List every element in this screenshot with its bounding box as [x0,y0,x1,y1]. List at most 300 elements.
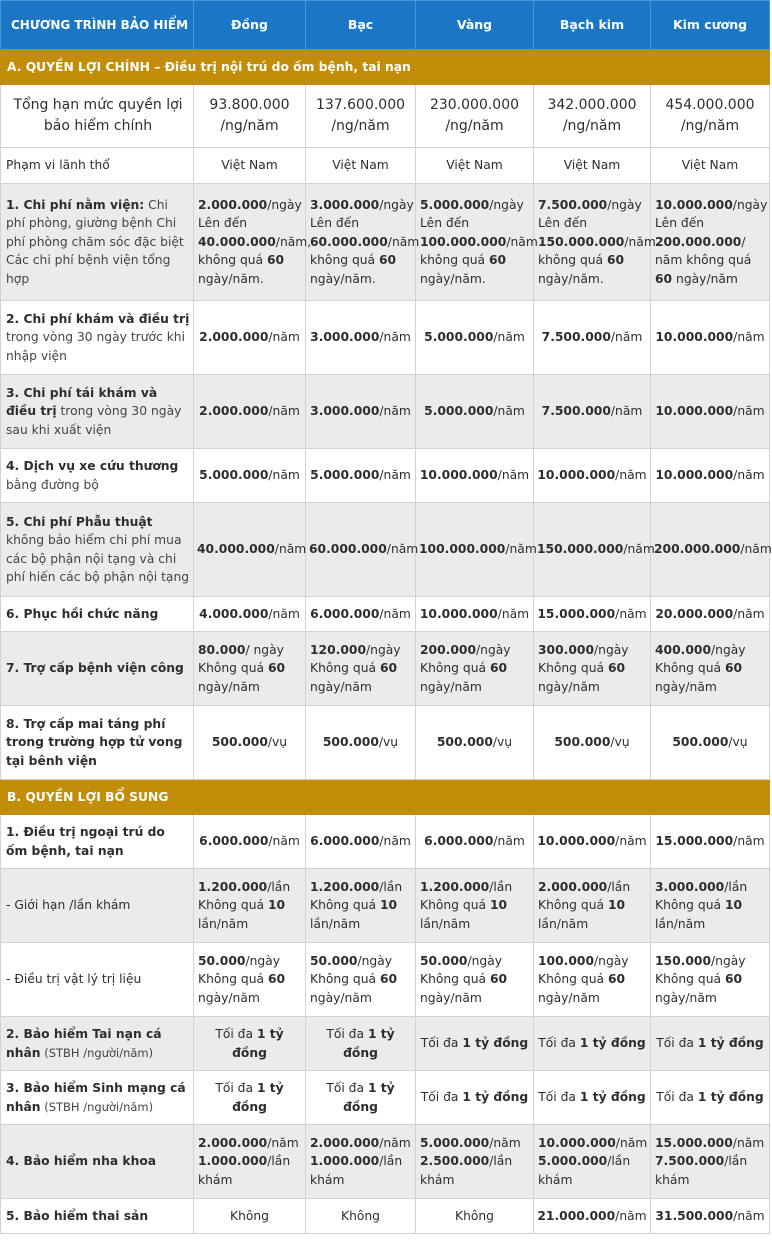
cell-text: /lần khám [310,1154,403,1187]
funeral-label [1,706,194,780]
yearly-amount: 10.000.000 [538,1135,616,1150]
visit-limit-cell [534,869,651,943]
max-cell [194,1017,306,1071]
row-name: 2. Chi phí khám và điều trị [6,311,190,326]
cell-text: /ngày Không quá [420,642,511,676]
cell-text: ngày/năm [672,271,738,286]
max-cell [306,1071,416,1125]
maternity-cell [194,1199,306,1234]
max-amount: 1 tỷ đồng [579,1090,646,1105]
amount: 200.000.000 [654,542,741,557]
cell-text: lần/năm [655,916,706,931]
amount-cell [416,503,537,597]
cell-text: /ngày Không quá [538,953,629,987]
amount-cell [651,597,770,632]
row-name: 7. Trợ cấp bệnh viện công [6,661,184,676]
unit: /vụ [267,735,288,750]
visit-count: 10 [267,898,286,913]
accident-row [1,1017,770,1071]
amount: 500.000 [322,735,379,750]
cell-text: /ngày Không quá [538,642,629,676]
amount: 60.000.000 [309,542,387,557]
amount: 6.000.000 [424,834,494,849]
amount-cell [534,449,651,503]
hospital-cell [534,184,656,301]
row-name: 5. Chi phí Phẫu thuật [6,514,153,529]
amount-cell [194,815,306,869]
cell-text: ngày/năm [538,990,600,1005]
cell-text: /lần khám [420,1154,513,1187]
amount-cell [306,375,416,449]
maternity-value: Không [455,1208,494,1223]
row-note: bằng đường bộ [6,477,99,492]
cell-text: /ngày Không quá [310,953,393,987]
territory-label: Phạm vi lãnh thổ [1,148,194,184]
territory-row [1,148,770,184]
daily-amount: 400.000 [655,642,712,657]
max-amount: 1 tỷ đồng [343,1027,395,1060]
total-limit-row [1,85,770,148]
dental-row [1,1125,770,1199]
territory-value: Việt Nam [306,148,416,184]
daily-amount: 150.000 [655,953,712,968]
visit-amount: 2.000.000 [538,879,608,894]
max-cell [306,1017,416,1071]
day-limit: 60 [489,253,507,268]
cell-text: Tối đa [420,1090,463,1105]
cell-text: /lần khám [655,1154,748,1187]
max-cell [416,1017,534,1071]
cell-text: /ngày Lên đến [198,197,302,231]
amount: 500.000 [211,735,268,750]
unit: /năm [268,468,300,483]
amount: 10.000.000 [655,468,734,483]
unit: /năm [268,330,300,345]
day-limit: 60 [379,661,398,676]
dental-cell [194,1125,306,1199]
rehab-label [1,597,194,632]
amount: 6.000.000 [310,834,380,849]
cell-text: /lần khám [198,1154,291,1187]
daily-amount: 50.000 [198,953,246,968]
day-limit: 60 [379,972,398,987]
amount: 500.000 [436,735,493,750]
daily-amount: 50.000 [310,953,358,968]
rehab-row [1,597,770,632]
unit: /năm [497,606,530,621]
row-name: 3. Chi phí tái khám và điều trị [6,385,158,419]
daily-amount: 50.000 [420,953,468,968]
row-name: 6. Phục hồi chức năng [6,606,159,621]
max-cell [416,1071,534,1125]
total-limit-value: 137.600.000 /ng/năm [306,85,416,148]
unit: /năm [610,404,643,419]
unit: /năm [505,542,537,557]
cell-text: ngày/năm [198,679,260,694]
amount-cell [651,706,770,780]
visit-limit-label: - Giới hạn /lần khám [1,869,194,943]
row-name: 5. Bảo hiểm thai sản [6,1208,149,1223]
daily-amount: 10.000.000 [655,197,733,212]
pre-admission-label [1,301,194,375]
row-name: 8. Trợ cấp mai táng phí trong trường hợp tử vong tại bênh viện [6,716,183,768]
visit-limit-row [1,869,770,943]
yearly-amount: 5.000.000 [420,1135,490,1150]
unit: /năm [493,834,525,849]
daily-amount: 5.000.000 [420,197,490,212]
amount: 2.000.000 [199,330,269,345]
cell-text: /năm [732,1135,765,1150]
amount-cell [534,597,651,632]
amount-cell [194,449,306,503]
amount: 3.000.000 [310,330,380,345]
unit: /năm [268,606,300,621]
amount-cell [651,449,770,503]
amount: 5.000.000 [199,468,269,483]
surgery-row [1,503,770,597]
cell-text: /năm không quá [310,234,420,268]
cell-text: ngày/năm [420,679,482,694]
outpatient-row [1,815,770,869]
visit-count: 10 [724,898,743,913]
row-note: (STBH /người/năm) [40,1099,154,1114]
amount-cell [306,815,416,869]
post-discharge-row [1,375,770,449]
maternity-value: 21.000.000 [537,1208,616,1223]
amount-cell [194,597,306,632]
header-row [1,1,770,50]
amount-cell [534,706,651,780]
amount: 20.000.000 [655,606,734,621]
surgery-label [1,503,194,597]
section-b-title: B. QUYỀN LỢI BỔ SUNG [1,780,770,815]
amount-cell [651,375,770,449]
cell-text: /ngày Không quá [420,953,503,987]
cell-text: ngày/năm. [420,271,486,286]
cell-text: /năm, không quá [198,234,312,268]
unit: /năm [268,834,300,849]
physio-cell [651,943,770,1017]
max-cell [534,1071,651,1125]
cell-text: / năm không quá [655,234,752,268]
amount-cell [194,503,306,597]
row-name: 2. Bảo hiểm Tai nạn cá nhân [6,1027,162,1060]
unit: /năm [379,834,411,849]
unit: /năm [733,330,765,345]
pre-admission-row [1,301,770,375]
visit-amount: 5.000.000 [538,1154,608,1169]
amount-cell [416,301,534,375]
day-limit: 60 [379,253,397,268]
hospital-note: Chi phí phòng, giường bệnh Chi phí phòng chăm sóc đặc biệt Các chi phí bệnh viện tổng hợp [6,197,184,286]
max-amount: 1 tỷ đồng [697,1090,764,1105]
visit-amount: 7.500.000 [655,1154,725,1169]
unit: /năm [615,606,647,621]
max-amount: 1 tỷ đồng [579,1036,646,1051]
unit: /năm [740,542,772,557]
amount: 10.000.000 [655,404,734,419]
section-a-row [1,50,770,85]
physio-cell [416,943,534,1017]
cell-text: / ngày Không quá [198,642,284,676]
max-amount: 1 tỷ đồng [462,1090,529,1105]
cell-text: /lần Không quá [420,879,513,913]
amount-cell [651,503,770,597]
allowance-cell [651,632,770,706]
cell-text: ngày/năm [538,679,600,694]
cell-text: Tối đa [215,1081,257,1095]
maternity-value: 31.500.000 [655,1208,734,1223]
territory-value: Việt Nam [651,148,770,184]
max-cell [534,1017,651,1071]
cell-text: Tối đa [326,1081,368,1095]
unit: /vụ [728,735,748,750]
row-note: (STBH /người/năm) [40,1045,154,1060]
hospital-cell [194,184,312,301]
max-amount: 1 tỷ đồng [232,1081,284,1114]
amount: 6.000.000 [199,834,269,849]
maternity-value: Không [341,1208,380,1223]
outpatient-label [1,815,194,869]
daily-amount: 2.000.000 [198,197,268,212]
cell-text: ngày/năm [655,990,717,1005]
amount: 500.000 [672,735,729,750]
ambulance-label [1,449,194,503]
amount-cell [306,301,416,375]
unit: /năm [733,468,765,483]
funeral-row [1,706,770,780]
amount-cell [194,301,306,375]
plan-header-bac: Bạc [306,1,416,50]
visit-amount: 1.200.000 [198,879,268,894]
hospital-name: 1. Chi phí nằm viện: [6,197,145,212]
total-limit-value: 342.000.000 /ng/năm [534,85,651,148]
total-limit-value: 454.000.000 /ng/năm [651,85,770,148]
plan-header-kim-cuong: Kim cương [651,1,770,50]
cell-text: ngày/năm [310,990,372,1005]
row-note: trong vòng 30 ngày trước khi nhập viện [6,330,186,363]
amount: 150.000.000 [537,542,624,557]
daily-amount: 100.000 [538,953,595,968]
physio-cell [534,943,651,1017]
amount: 5.000.000 [424,330,494,345]
visit-limit-cell [416,869,534,943]
cell-text: Tối đa [538,1036,580,1051]
amount-cell [306,597,416,632]
amount: 5.000.000 [424,404,494,419]
day-limit: 60 [607,972,626,987]
visit-limit-cell [194,869,306,943]
unit: /năm [379,404,411,419]
cell-text: /năm không quá [420,234,538,268]
amount: 5.000.000 [310,468,380,483]
amount-cell [416,375,534,449]
row-name: 1. Điều trị ngoại trú do ốm bệnh, tai nạn [6,825,165,858]
unit: /năm [386,542,419,557]
physio-cell [306,943,416,1017]
unit: /năm [623,542,655,557]
total-limit-label: Tổng hạn mức quyền lợi bảo hiểm chính [1,85,194,148]
amount-cell [651,301,770,375]
total-limit-value: 230.000.000 /ng/năm [416,85,534,148]
unit: /năm [610,330,643,345]
amount: 7.500.000 [541,330,611,345]
hospital-label [1,184,194,301]
amount-cell [306,503,419,597]
yearly-amount: 2.000.000 [198,1135,268,1150]
yearly-cap: 100.000.000 [420,234,507,249]
cell-text: /lần Không quá [310,879,403,913]
amount-cell [306,449,416,503]
cell-text: Tối đa [656,1036,698,1051]
unit: /năm [497,468,530,483]
day-limit: 60 [489,661,508,676]
amount: 2.000.000 [199,404,269,419]
territory-value: Việt Nam [194,148,306,184]
unit: /năm [493,330,525,345]
day-limit: 60 [724,972,743,987]
amount-cell [416,706,534,780]
visit-limit-cell [651,869,770,943]
unit: /năm [268,404,300,419]
cell-text: ngày/năm [655,679,717,694]
cell-text: Tối đa [215,1027,257,1041]
cell-text: /lần Không quá [538,879,631,913]
maternity-cell [306,1199,416,1234]
cell-text: Tối đa [420,1036,463,1051]
accident-label [1,1017,194,1071]
cell-text: lần/năm [538,916,589,931]
yearly-cap: 150.000.000 [538,234,625,249]
unit: /năm [615,834,647,849]
dental-cell [534,1125,651,1199]
hospital-cell [416,184,538,301]
max-amount: 1 tỷ đồng [462,1036,529,1051]
day-limit: 60 [489,972,508,987]
dental-cell [306,1125,416,1199]
plan-header-vang: Vàng [416,1,534,50]
cell-text: Tối đa [656,1090,698,1105]
visit-count: 10 [489,898,508,913]
max-amount: 1 tỷ đồng [343,1081,395,1114]
amount-cell [534,375,651,449]
amount-cell [416,597,534,632]
amount-cell [306,706,416,780]
cell-text: ngày/năm. [310,271,376,286]
program-header: CHƯƠNG TRÌNH BẢO HIỂM [1,1,194,50]
amount-cell [194,706,306,780]
maternity-label [1,1199,194,1234]
cell-text: /ngày Lên đến [310,197,414,231]
dental-label [1,1125,194,1199]
amount: 100.000.000 [419,542,506,557]
amount: 10.000.000 [537,468,616,483]
maternity-cell [416,1199,534,1234]
cell-text: /ngày Không quá [655,953,746,987]
amount: 10.000.000 [655,330,734,345]
day-limit: 60 [724,661,743,676]
dental-cell [416,1125,534,1199]
hospital-cell [306,184,420,301]
cell-text: Tối đa [538,1090,580,1105]
day-limit: 60 [267,253,285,268]
allowance-cell [194,632,306,706]
daily-amount: 7.500.000 [538,197,608,212]
amount: 15.000.000 [537,606,616,621]
day-limit: 60 [267,972,286,987]
total-limit-value: 93.800.000 /ng/năm [194,85,306,148]
unit: /năm [379,468,411,483]
amount-cell [534,815,651,869]
unit: /năm [733,834,765,849]
yearly-amount: 2.000.000 [310,1135,380,1150]
visit-amount: 2.500.000 [420,1154,490,1169]
amount: 3.000.000 [310,404,380,419]
maternity-value: Không [230,1208,269,1223]
unit: /năm [733,1208,765,1223]
unit: /vụ [492,735,513,750]
public-hospital-allowance-row [1,632,770,706]
max-cell [651,1071,770,1125]
cell-text: lần/năm [198,916,249,931]
visit-amount: 1.000.000 [198,1154,268,1169]
yearly-cap: 200.000.000 [655,234,742,249]
post-discharge-label [1,375,194,449]
plan-header-dong: Đồng [194,1,306,50]
yearly-cap: 60.000.000 [310,234,388,249]
cell-text: /năm không quá [538,234,656,268]
row-name: 4. Bảo hiểm nha khoa [6,1154,157,1169]
visit-amount: 1.000.000 [310,1154,380,1169]
ambulance-row [1,449,770,503]
cell-text: /ngày Lên đến [538,197,642,231]
unit: /năm [615,468,647,483]
unit: /năm [274,542,307,557]
amount-cell [534,301,651,375]
amount-cell [416,449,534,503]
cell-text: ngày/năm [198,990,260,1005]
cell-text: /ngày Lên đến [420,197,524,231]
maternity-cell [534,1199,651,1234]
unit: /năm [733,404,765,419]
max-cell [651,1017,770,1071]
life-row [1,1071,770,1125]
allowance-cell [416,632,534,706]
cell-text: /năm [379,1135,411,1150]
visit-count: 10 [379,898,398,913]
row-name: 3. Bảo hiểm Sinh mạng cá nhân [6,1081,186,1114]
amount: 10.000.000 [537,834,616,849]
cell-text: /lần Không quá [655,879,748,913]
amount: 40.000.000 [197,542,275,557]
cell-text: /năm [615,1135,648,1150]
plan-header-bach-kim: Bạch kim [534,1,651,50]
visit-amount: 1.200.000 [310,879,380,894]
amount: 10.000.000 [419,468,498,483]
cell-text: /năm [267,1135,299,1150]
unit: /vụ [378,735,399,750]
cell-text: ngày/năm [310,679,372,694]
amount: 500.000 [554,735,611,750]
row-note: trong vòng 30 ngày sau khi xuất viện [6,404,182,437]
hospital-cell [651,184,770,301]
allowance-cell [306,632,416,706]
amount: 10.000.000 [419,606,498,621]
allowance-cell [534,632,651,706]
cell-text: /năm [489,1135,521,1150]
hospital-row [1,184,770,301]
amount: 15.000.000 [655,834,734,849]
